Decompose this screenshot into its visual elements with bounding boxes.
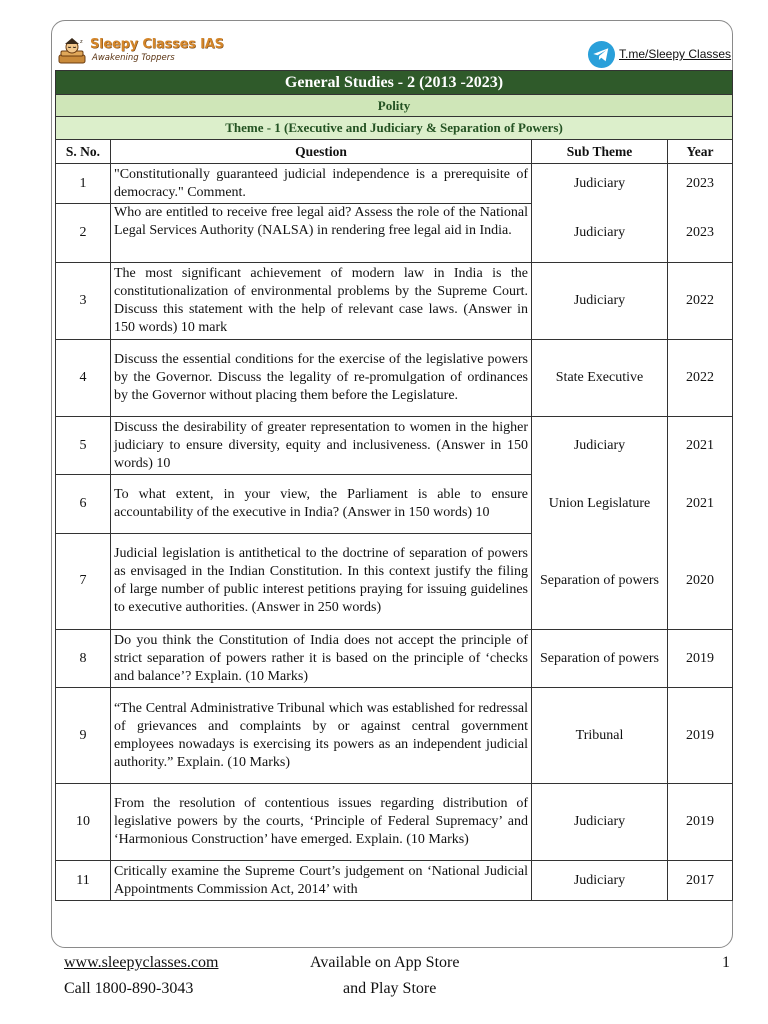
row-year xyxy=(668,164,733,263)
table-row xyxy=(56,688,733,784)
brand-tagline: Awakening Toppers xyxy=(92,53,175,63)
row-question: Judicial legislation is antithetical to the doctrine of separation of powers as envisaged in the Indian Constitution. In this context justify the filing of large number of public interest petitions praying for issuing guidelines to executive authorities. (Answer in 250 words) xyxy=(111,533,532,629)
row-year: 2022 xyxy=(668,263,733,340)
row-sno: 2 xyxy=(56,204,111,263)
row-year: 2022 xyxy=(668,340,733,417)
brand-name: Sleepy Classes IAS xyxy=(90,37,224,52)
row-year-text: 2023 xyxy=(686,176,714,191)
row-sub-theme: Separation of powers xyxy=(532,630,668,688)
telegram-link[interactable] xyxy=(587,40,737,70)
row-question: "Constitutionally guaranteed judicial independence is a prerequisite of democracy." Comment. xyxy=(111,164,532,204)
row-sno: 6 xyxy=(56,475,111,533)
row-sno: 8 xyxy=(56,630,111,688)
row-year-text: 2021 xyxy=(686,496,714,511)
row-sub-theme xyxy=(532,164,668,263)
footer-website-link[interactable]: www.sleepyclasses.com xyxy=(64,954,219,971)
col-header-question: Question xyxy=(111,140,532,164)
row-question: To what extent, in your view, the Parliament is able to ensure accountability of the executive in India? (Answer in 150 words) 10 xyxy=(111,475,532,533)
row-sub-theme-text: Union Legislature xyxy=(548,496,651,511)
row-sub-theme: Judiciary xyxy=(532,784,668,861)
row-question: Discuss the desirability of greater representation to women in the higher judiciary to ensure diversity, equity and inclusiveness. (Answer in 150 words) 10 xyxy=(111,417,532,475)
table-row xyxy=(56,263,733,340)
row-sub-theme: Judiciary xyxy=(532,263,668,340)
row-year: 2019 xyxy=(668,688,733,784)
table-row xyxy=(56,164,733,204)
subject-heading: Polity xyxy=(56,95,733,117)
row-year-text: 2020 xyxy=(686,573,714,588)
row-question: The most significant achievement of modern law in India is the constitutionalization of environmental problems by the Supreme Court. Discuss this statement with the help of relevant case laws. (Answer in 150 words) 10 mark xyxy=(111,263,532,340)
row-year-text: 2021 xyxy=(686,438,714,453)
row-year: 2019 xyxy=(668,784,733,861)
row-sub-theme: Judiciary xyxy=(532,861,668,901)
sleepy-mascot-icon xyxy=(56,36,88,68)
footer-store-line1: Available on App Store xyxy=(310,954,460,971)
row-sno: 1 xyxy=(56,164,111,204)
table-row xyxy=(56,417,733,475)
row-sub-theme-text: Judiciary xyxy=(573,438,626,453)
table-title: General Studies - 2 (2013 -2023) xyxy=(56,71,733,95)
questions-table xyxy=(55,70,733,901)
col-header-year: Year xyxy=(668,140,733,164)
row-sub-theme: Tribunal xyxy=(532,688,668,784)
page-number: 1 xyxy=(722,954,730,971)
row-sno: 11 xyxy=(56,861,111,901)
row-question: Discuss the essential conditions for the exercise of the legislative powers by the Governor. Discuss the legality of re-promulgation of ordinances by the Governor without placing them before the Legislature. xyxy=(111,340,532,417)
row-year-text: 2023 xyxy=(686,225,714,240)
row-question: Critically examine the Supreme Court’s judgement on ‘National Judicial Appointments Commission Act, 2014’ with xyxy=(111,861,532,901)
table-row xyxy=(56,630,733,688)
row-sub-theme-text: Judiciary xyxy=(573,225,626,240)
row-sno: 4 xyxy=(56,340,111,417)
row-sno: 10 xyxy=(56,784,111,861)
row-question: “The Central Administrative Tribunal which was established for redressal of grievances and complaints by or against central government employees nowadays is exercising its powers as an independent judicial authority.” Explain. (10 Marks) xyxy=(111,688,532,784)
table-header-row xyxy=(56,140,733,164)
telegram-link-text[interactable]: T.me/Sleepy Classes xyxy=(619,47,732,61)
row-question: Who are entitled to receive free legal aid? Assess the role of the National Legal Services Authority (NALSA) in rendering free legal aid in India. xyxy=(111,204,532,263)
row-sub-theme xyxy=(532,417,668,630)
footer-phone: Call 1800-890-3043 xyxy=(64,980,194,997)
col-header-sub-theme: Sub Theme xyxy=(532,140,668,164)
row-sno: 5 xyxy=(56,417,111,475)
row-sno: 9 xyxy=(56,688,111,784)
col-header-sno: S. No. xyxy=(56,140,111,164)
row-sno: 3 xyxy=(56,263,111,340)
row-sno: 7 xyxy=(56,533,111,629)
row-sub-theme: State Executive xyxy=(532,340,668,417)
row-question: Do you think the Constitution of India does not accept the principle of strict separation of powers rather it is based on the principle of ‘checks and balance’? Explain. (10 Marks) xyxy=(111,630,532,688)
row-sub-theme-text: Judiciary xyxy=(573,176,626,191)
footer-store-line2: and Play Store xyxy=(343,980,437,997)
row-question: From the resolution of contentious issues regarding distribution of legislative powers by the courts, ‘Principle of Federal Supremacy’ and ‘Harmonious Construction’ have emerged. Explain. (10 Marks) xyxy=(111,784,532,861)
table-row xyxy=(56,784,733,861)
table-row xyxy=(56,340,733,417)
telegram-icon xyxy=(587,40,616,69)
theme-heading: Theme - 1 (Executive and Judiciary & Separation of Powers) xyxy=(56,117,733,140)
svg-text:z: z xyxy=(80,39,83,45)
table-row xyxy=(56,861,733,901)
brand-logo[interactable] xyxy=(56,36,226,70)
row-sub-theme-text: Separation of powers xyxy=(540,573,659,588)
row-year xyxy=(668,417,733,630)
row-year: 2019 xyxy=(668,630,733,688)
row-year: 2017 xyxy=(668,861,733,901)
